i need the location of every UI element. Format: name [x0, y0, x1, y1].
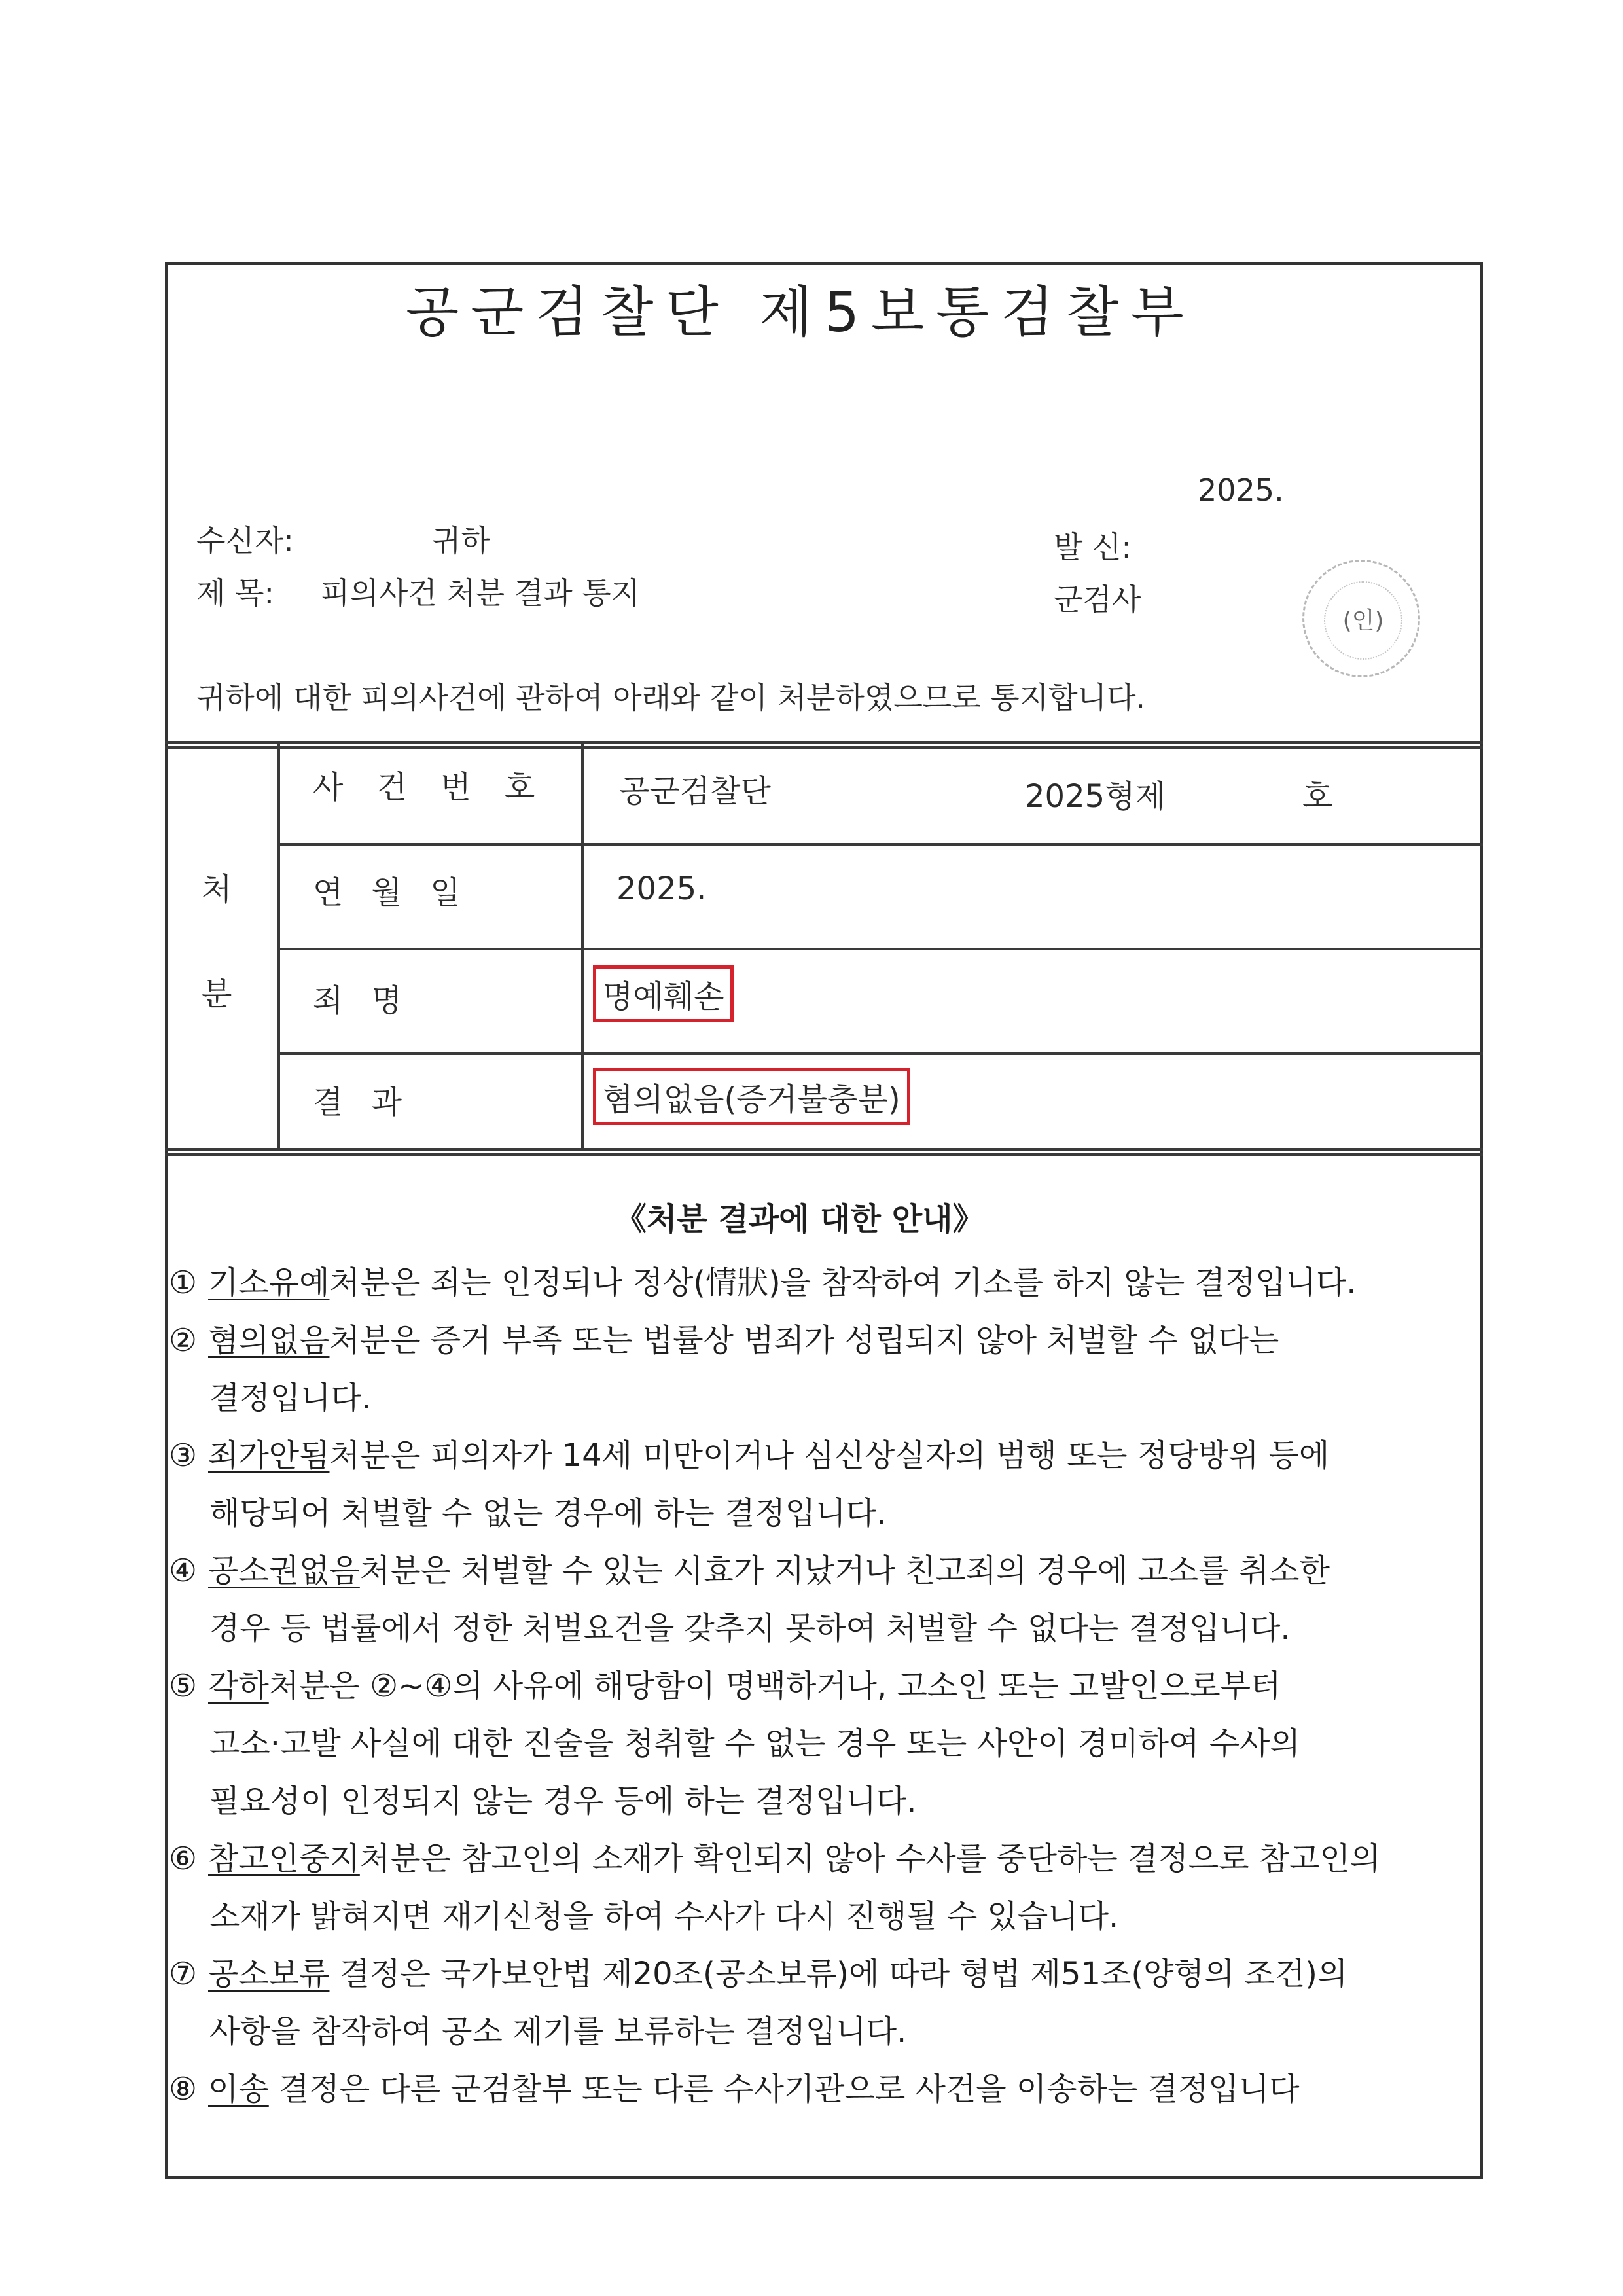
official-seal [1302, 560, 1420, 677]
seal-text: (인) [1342, 607, 1384, 634]
date-value: 2025. [616, 870, 707, 907]
document-title: 공군검찰단 제5보통검찰부 [406, 280, 1196, 344]
table-col-divider [277, 744, 280, 1151]
item-number: ② [169, 1322, 198, 1359]
table-row-divider [277, 948, 1483, 950]
case-number-value: 공군검찰단 [619, 773, 771, 810]
recipient-label: 수신자: [196, 523, 294, 558]
item-term: 기소유예 [208, 1265, 330, 1301]
item-term: 각하 [208, 1668, 269, 1704]
guide-item-2 [169, 1312, 1452, 1369]
item-text: 처분은 죄는 인정되나 정상(情狀)을 참작하여 기소를 하지 않는 결정입니다. [329, 1265, 1357, 1301]
item-number: ⑦ [169, 1956, 198, 1992]
table-col-divider [581, 744, 584, 1151]
item-number: ⑥ [169, 1840, 198, 1877]
guide-title: 《처분 결과에 대한 안내》 [615, 1201, 984, 1238]
sender-label: 발 신: [1054, 529, 1132, 565]
subject-value: 피의사건 처분 결과 통지 [321, 575, 641, 611]
item-text: 처분은 ②~④의 사유에 해당함이 명백하거나, 고소인 또는 고발인으로부터 [268, 1668, 1281, 1704]
guide-item-2-cont: 결정입니다. [209, 1380, 372, 1416]
guide-item-6-cont: 소재가 밝혀지면 재기신청을 하여 수사가 다시 진행될 수 있습니다. [209, 1898, 1119, 1935]
row-label-result: 결 과 [313, 1084, 411, 1121]
guide-item-5-cont: 고소·고발 사실에 대한 진술을 청취할 수 없는 경우 또는 사안이 경미하여 수사의 [209, 1725, 1300, 1762]
sender-value: 군검사 [1054, 582, 1141, 617]
item-text: 결정은 다른 군검찰부 또는 다른 수사기관으로 사건을 이송하는 결정입니다 [268, 2071, 1300, 2108]
item-number: ⑤ [169, 1668, 198, 1704]
guide-item-5-cont2: 필요성이 인정되지 않는 경우 등에 하는 결정입니다. [209, 1783, 917, 1820]
issue-date: 2025. [1198, 473, 1284, 508]
recipient-value: 귀하 [432, 523, 490, 558]
item-term: 참고인중지 [208, 1840, 360, 1877]
side-label-2: 분 [202, 976, 232, 1013]
charge-value: 명예훼손 [593, 965, 734, 1022]
row-label-case-number: 사 건 번 호 [313, 769, 547, 806]
guide-item-8 [169, 2060, 1452, 2118]
item-text: 결정은 국가보안법 제20조(공소보류)에 따라 형법 제51조(양형의 조건)의 [329, 1956, 1348, 1992]
item-text: 처분은 처벌할 수 있는 시효가 지났거나 친고죄의 경우에 고소를 취소한 [359, 1552, 1330, 1589]
item-term: 죄가안됨 [208, 1437, 330, 1474]
guide-item-5 [169, 1657, 1452, 1715]
guide-item-1 [169, 1254, 1452, 1312]
item-term: 공소권없음 [208, 1552, 360, 1589]
case-number-year: 2025형제 [1025, 778, 1166, 815]
item-term: 이송 [208, 2071, 269, 2108]
item-text: 처분은 피의자가 14세 미만이거나 심신상실자의 범행 또는 정당방위 등에 [329, 1437, 1330, 1474]
table-row-divider [277, 843, 1483, 846]
item-term: 공소보류 [208, 1956, 330, 1992]
guide-item-7-cont: 사항을 참작하여 공소 제기를 보류하는 결정입니다. [209, 2013, 907, 2050]
result-value: 혐의없음(증거불충분) [593, 1068, 910, 1125]
row-label-date: 연 월 일 [313, 874, 470, 911]
subject-label: 제 목: [196, 575, 274, 611]
item-text: 처분은 증거 부족 또는 법률상 범죄가 성립되지 않아 처벌할 수 없다는 [329, 1322, 1279, 1359]
table-top-border [165, 741, 1483, 744]
guide-item-4-cont: 경우 등 법률에서 정한 처벌요건을 갖추지 못하여 처벌할 수 없다는 결정입니다. [209, 1610, 1291, 1647]
item-number: ⑧ [169, 2071, 198, 2108]
item-term: 혐의없음 [208, 1322, 330, 1359]
item-number: ④ [169, 1552, 198, 1589]
guide-item-3 [169, 1427, 1452, 1484]
table-top-border-double [165, 746, 1483, 749]
guide-item-6 [169, 1830, 1452, 1888]
guide-item-3-cont: 해당되어 처벌할 수 없는 경우에 하는 결정입니다. [209, 1495, 887, 1532]
notice-text: 귀하에 대한 피의사건에 관하여 아래와 같이 처분하였으므로 통지합니다. [196, 680, 1146, 715]
item-text: 처분은 참고인의 소재가 확인되지 않아 수사를 중단하는 결정으로 참고인의 [359, 1840, 1381, 1877]
item-number: ③ [169, 1437, 198, 1474]
table-bottom-border-double [165, 1153, 1483, 1156]
table-bottom-border [165, 1148, 1483, 1151]
table-row-divider [277, 1052, 1483, 1055]
side-label-1: 처 [202, 871, 232, 908]
case-number-suffix: 호 [1302, 778, 1333, 815]
guide-item-4 [169, 1542, 1452, 1600]
item-number: ① [169, 1265, 198, 1301]
row-label-charge: 죄 명 [313, 982, 411, 1019]
guide-item-7 [169, 1945, 1452, 2003]
